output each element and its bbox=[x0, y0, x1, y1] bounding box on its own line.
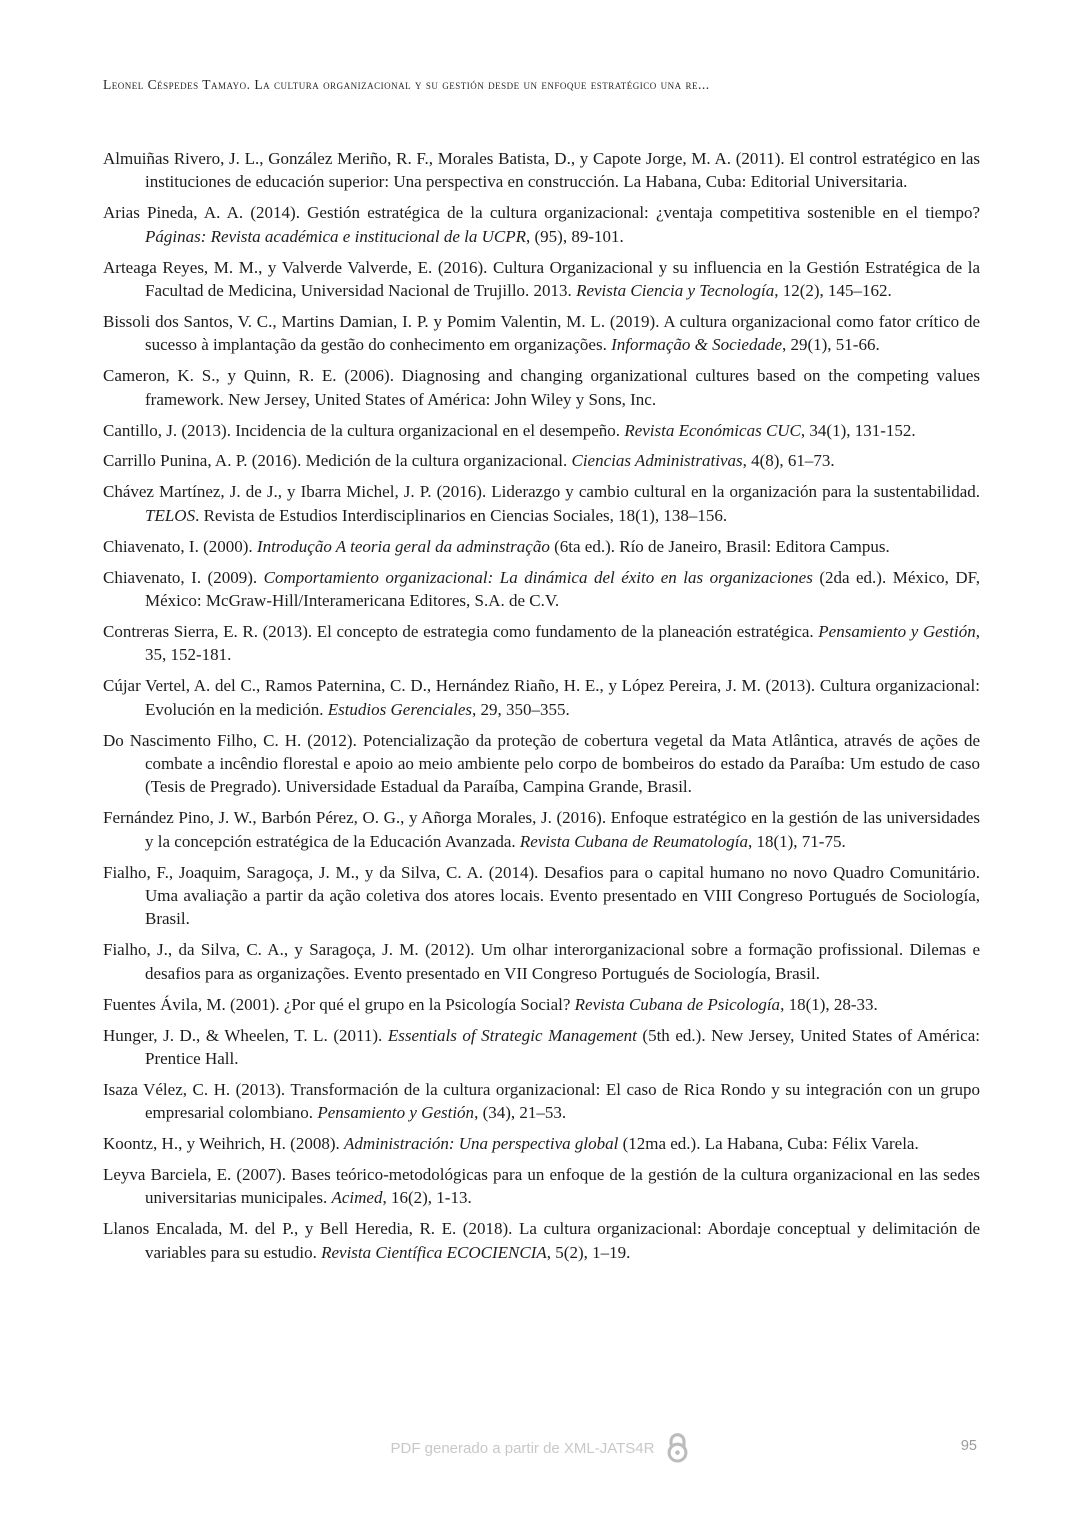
reference-journal-title: Páginas: Revista académica e institucional de la UCPR bbox=[145, 226, 527, 246]
reference-text: , 18(1), 71-75. bbox=[747, 831, 846, 851]
reference-item bbox=[103, 419, 980, 442]
reference-item bbox=[103, 310, 980, 357]
reference-text: Llanos Encalada, M. del P., y Bell Heredia, R. E. (2018). La cultura organizacional: Abordaje conceptual y delimitación de variables para su estudio. bbox=[103, 1219, 980, 1262]
reference-item bbox=[103, 449, 980, 472]
references-list bbox=[103, 147, 980, 1272]
reference-text: Hunger, J. D., & Wheelen, T. L. (2011). bbox=[103, 1025, 388, 1045]
running-header: Leonel Céspedes Tamayo. La cultura organizacional y su gestión desde un enfoque estratégico una re... bbox=[103, 77, 710, 92]
reference-text: (6ta ed.). Río de Janeiro, Brasil: Editora Campus. bbox=[549, 536, 890, 556]
reference-text: Arteaga Reyes, M. M., y Valverde Valverde, E. (2016). Cultura Organizacional y su influencia en la Gestión Estratégica de la Facultad de Medicina, Universidad Nacional de Trujillo. 2013. bbox=[103, 257, 980, 301]
reference-item bbox=[103, 1163, 980, 1210]
reference-item bbox=[103, 806, 980, 853]
reference-text: Do Nascimento Filho, C. H. (2012). Potencialização da proteção de cobertura vegetal da Mata Atlântica, através de ações de combate a incêndio florestal e apoio ao meio ambiente pelo corpo de bombeiros do estado da Paraíba: Um estudo de caso (Tesis de Pregrado). Universidade Estadual da Paraíba, Campina Grande, Brasil. bbox=[103, 730, 980, 797]
reference-journal-title: Pensamiento y Gestión bbox=[317, 1103, 475, 1123]
reference-text: Bissoli dos Santos, V. C., Martins Damian, I. P. y Pomim Valentin, M. L. (2019). A cultura organizacional como fator crítico de sucesso à implantação da gestão do conhecimento em organizações. bbox=[103, 311, 980, 355]
reference-text: Carrillo Punina, A. P. (2016). Medición de la cultura organizacional. bbox=[103, 451, 572, 471]
reference-text: . Revista de Estudios Interdisciplinarios en Ciencias Sociales, 18(1), 138–156. bbox=[195, 505, 728, 525]
reference-text: , 16(2), 1-13. bbox=[382, 1188, 472, 1208]
reference-journal-title: Revista Cubana de Reumatología bbox=[519, 831, 748, 851]
reference-journal-title: Pensamiento y Gestión bbox=[818, 621, 976, 641]
reference-text: Fuentes Ávila, M. (2001). ¿Por qué el grupo en la Psicología Social? bbox=[103, 994, 575, 1014]
reference-text: Chávez Martínez, J. de J., y Ibarra Michel, J. P. (2016). Liderazgo y cambio cultural en la organización para la sustentabilidad. bbox=[103, 482, 980, 502]
reference-item bbox=[103, 1078, 980, 1125]
reference-item bbox=[103, 1217, 980, 1264]
reference-text: , 4(8), 61–73. bbox=[742, 451, 835, 471]
reference-journal-title: Revista Cubana de Psicología bbox=[574, 994, 781, 1014]
reference-journal-title: Comportamiento organizacional: La dinámica del éxito en las organizaciones bbox=[263, 567, 813, 587]
page-number: 95 bbox=[960, 1438, 977, 1454]
reference-text: , 29(1), 51-66. bbox=[781, 335, 880, 355]
open-access-lock-icon bbox=[665, 1431, 690, 1463]
reference-item bbox=[103, 364, 980, 411]
reference-text: , 12(2), 145–162. bbox=[774, 281, 892, 301]
reference-item bbox=[103, 620, 980, 667]
reference-text: Chiavenato, I. (2000). bbox=[103, 536, 257, 556]
reference-item bbox=[103, 256, 980, 303]
reference-text: Fernández Pino, J. W., Barbón Pérez, O. G., y Añorga Morales, J. (2016). Enfoque estratégico en la gestión de las universidades y la concepción estratégica de la Educación Avanzada. bbox=[103, 808, 980, 851]
reference-journal-title: Informação & Sociedade bbox=[611, 335, 782, 355]
reference-journal-title: TELOS bbox=[145, 505, 196, 525]
reference-item bbox=[103, 938, 980, 985]
reference-journal-title: Administración: Una perspectiva global bbox=[344, 1134, 619, 1154]
reference-text: (5th ed.). New Jersey, United States of América: Prentice Hall. bbox=[145, 1025, 980, 1068]
reference-journal-title: Essentials of Strategic Management bbox=[387, 1025, 637, 1045]
reference-journal-title: Ciencias Administrativas bbox=[571, 451, 743, 471]
reference-text: , 5(2), 1–19. bbox=[546, 1242, 631, 1262]
reference-text: Cújar Vertel, A. del C., Ramos Paternina, C. D., Hernández Riaño, H. E., y López Pereira, J. M. (2013). Cultura organizacional: Evolución en la medición. bbox=[103, 676, 980, 719]
reference-item bbox=[103, 729, 980, 799]
reference-text: , (95), 89-101. bbox=[526, 226, 624, 246]
reference-text: (12ma ed.). La Habana, Cuba: Félix Varela. bbox=[618, 1134, 919, 1154]
reference-text: Cameron, K. S., y Quinn, R. E. (2006). Diagnosing and changing organizational cultures based on the competing values framework. New Jersey, United States of América: John Wiley y Sons, Inc. bbox=[103, 366, 980, 409]
reference-text: Arias Pineda, A. A. (2014). Gestión estratégica de la cultura organizacional: ¿ventaja competitiva sostenible en el tiempo? bbox=[103, 203, 980, 223]
reference-item bbox=[103, 566, 980, 613]
reference-text: Contreras Sierra, E. R. (2013). El concepto de estrategia como fundamento de la planeación estratégica. bbox=[103, 621, 819, 641]
reference-item bbox=[103, 535, 980, 558]
reference-journal-title: Revista Económicas CUC bbox=[624, 420, 801, 440]
reference-text: , 29, 350–355. bbox=[472, 699, 570, 719]
reference-text: Isaza Vélez, C. H. (2013). Transformación de la cultura organizacional: El caso de Rica Rondo y su integración con un grupo empresarial colombiano. bbox=[103, 1079, 980, 1123]
reference-text: Chiavenato, I. (2009). bbox=[103, 567, 264, 587]
reference-journal-title: Acimed bbox=[331, 1188, 383, 1208]
footer bbox=[0, 1433, 1080, 1463]
reference-text: Leyva Barciela, E. (2007). Bases teórico-metodológicas para un enfoque de la gestión de la cultura organizacional en las sedes universitarias municipales. bbox=[103, 1165, 980, 1208]
reference-item bbox=[103, 201, 980, 248]
reference-journal-title: Estudios Gerenciales bbox=[327, 699, 473, 719]
reference-text: Koontz, H., y Weihrich, H. (2008). bbox=[103, 1134, 344, 1154]
reference-item bbox=[103, 674, 980, 721]
reference-item bbox=[103, 993, 980, 1016]
reference-text: , 35, 152-181. bbox=[145, 621, 981, 665]
reference-text: Fialho, J., da Silva, C. A., y Saragoça, J. M. (2012). Um olhar interorganizacional sobre a formação profissional. Dilemas e desafios para as organizações. Evento presentado en VII Congreso Portugués de Sociología, Brasil. bbox=[103, 940, 980, 983]
reference-item bbox=[103, 147, 980, 194]
reference-item bbox=[103, 1132, 980, 1155]
reference-text: Almuiñas Rivero, J. L., González Meriño, R. F., Morales Batista, D., y Capote Jorge, M. A. (2011). El control estratégico en las instituciones de educación superior: Una perspectiva en construcción. La Habana, Cuba: Editorial Universitaria. bbox=[103, 149, 980, 192]
reference-item bbox=[103, 861, 980, 931]
reference-journal-title: Introdução A teoria geral da adminstração bbox=[256, 536, 550, 556]
reference-item bbox=[103, 480, 980, 527]
reference-journal-title: Revista Científica ECOCIENCIA bbox=[321, 1242, 547, 1262]
reference-text: (2da ed.). México, DF, México: McGraw-Hill/Interamericana Editores, S.A. de C.V. bbox=[145, 567, 980, 610]
reference-item bbox=[103, 1024, 980, 1071]
reference-text: Cantillo, J. (2013). Incidencia de la cultura organizacional en el desempeño. bbox=[103, 420, 625, 440]
reference-text: , 34(1), 131-152. bbox=[800, 420, 916, 440]
reference-text: , (34), 21–53. bbox=[474, 1103, 567, 1123]
reference-text: , 18(1), 28-33. bbox=[780, 994, 878, 1014]
reference-text: Fialho, F., Joaquim, Saragoça, J. M., y da Silva, C. A. (2014). Desafios para o capital humano no novo Quadro Comunitário. Uma avaliação a partir da ação coletiva dos atores locais. Evento presentado en VIII Congreso Portugués de Sociología, Brasil. bbox=[103, 862, 980, 929]
reference-journal-title: Revista Ciencia y Tecnología bbox=[576, 281, 775, 301]
pdf-generator-note: PDF generado a partir de XML-JATS4R bbox=[390, 1439, 655, 1457]
